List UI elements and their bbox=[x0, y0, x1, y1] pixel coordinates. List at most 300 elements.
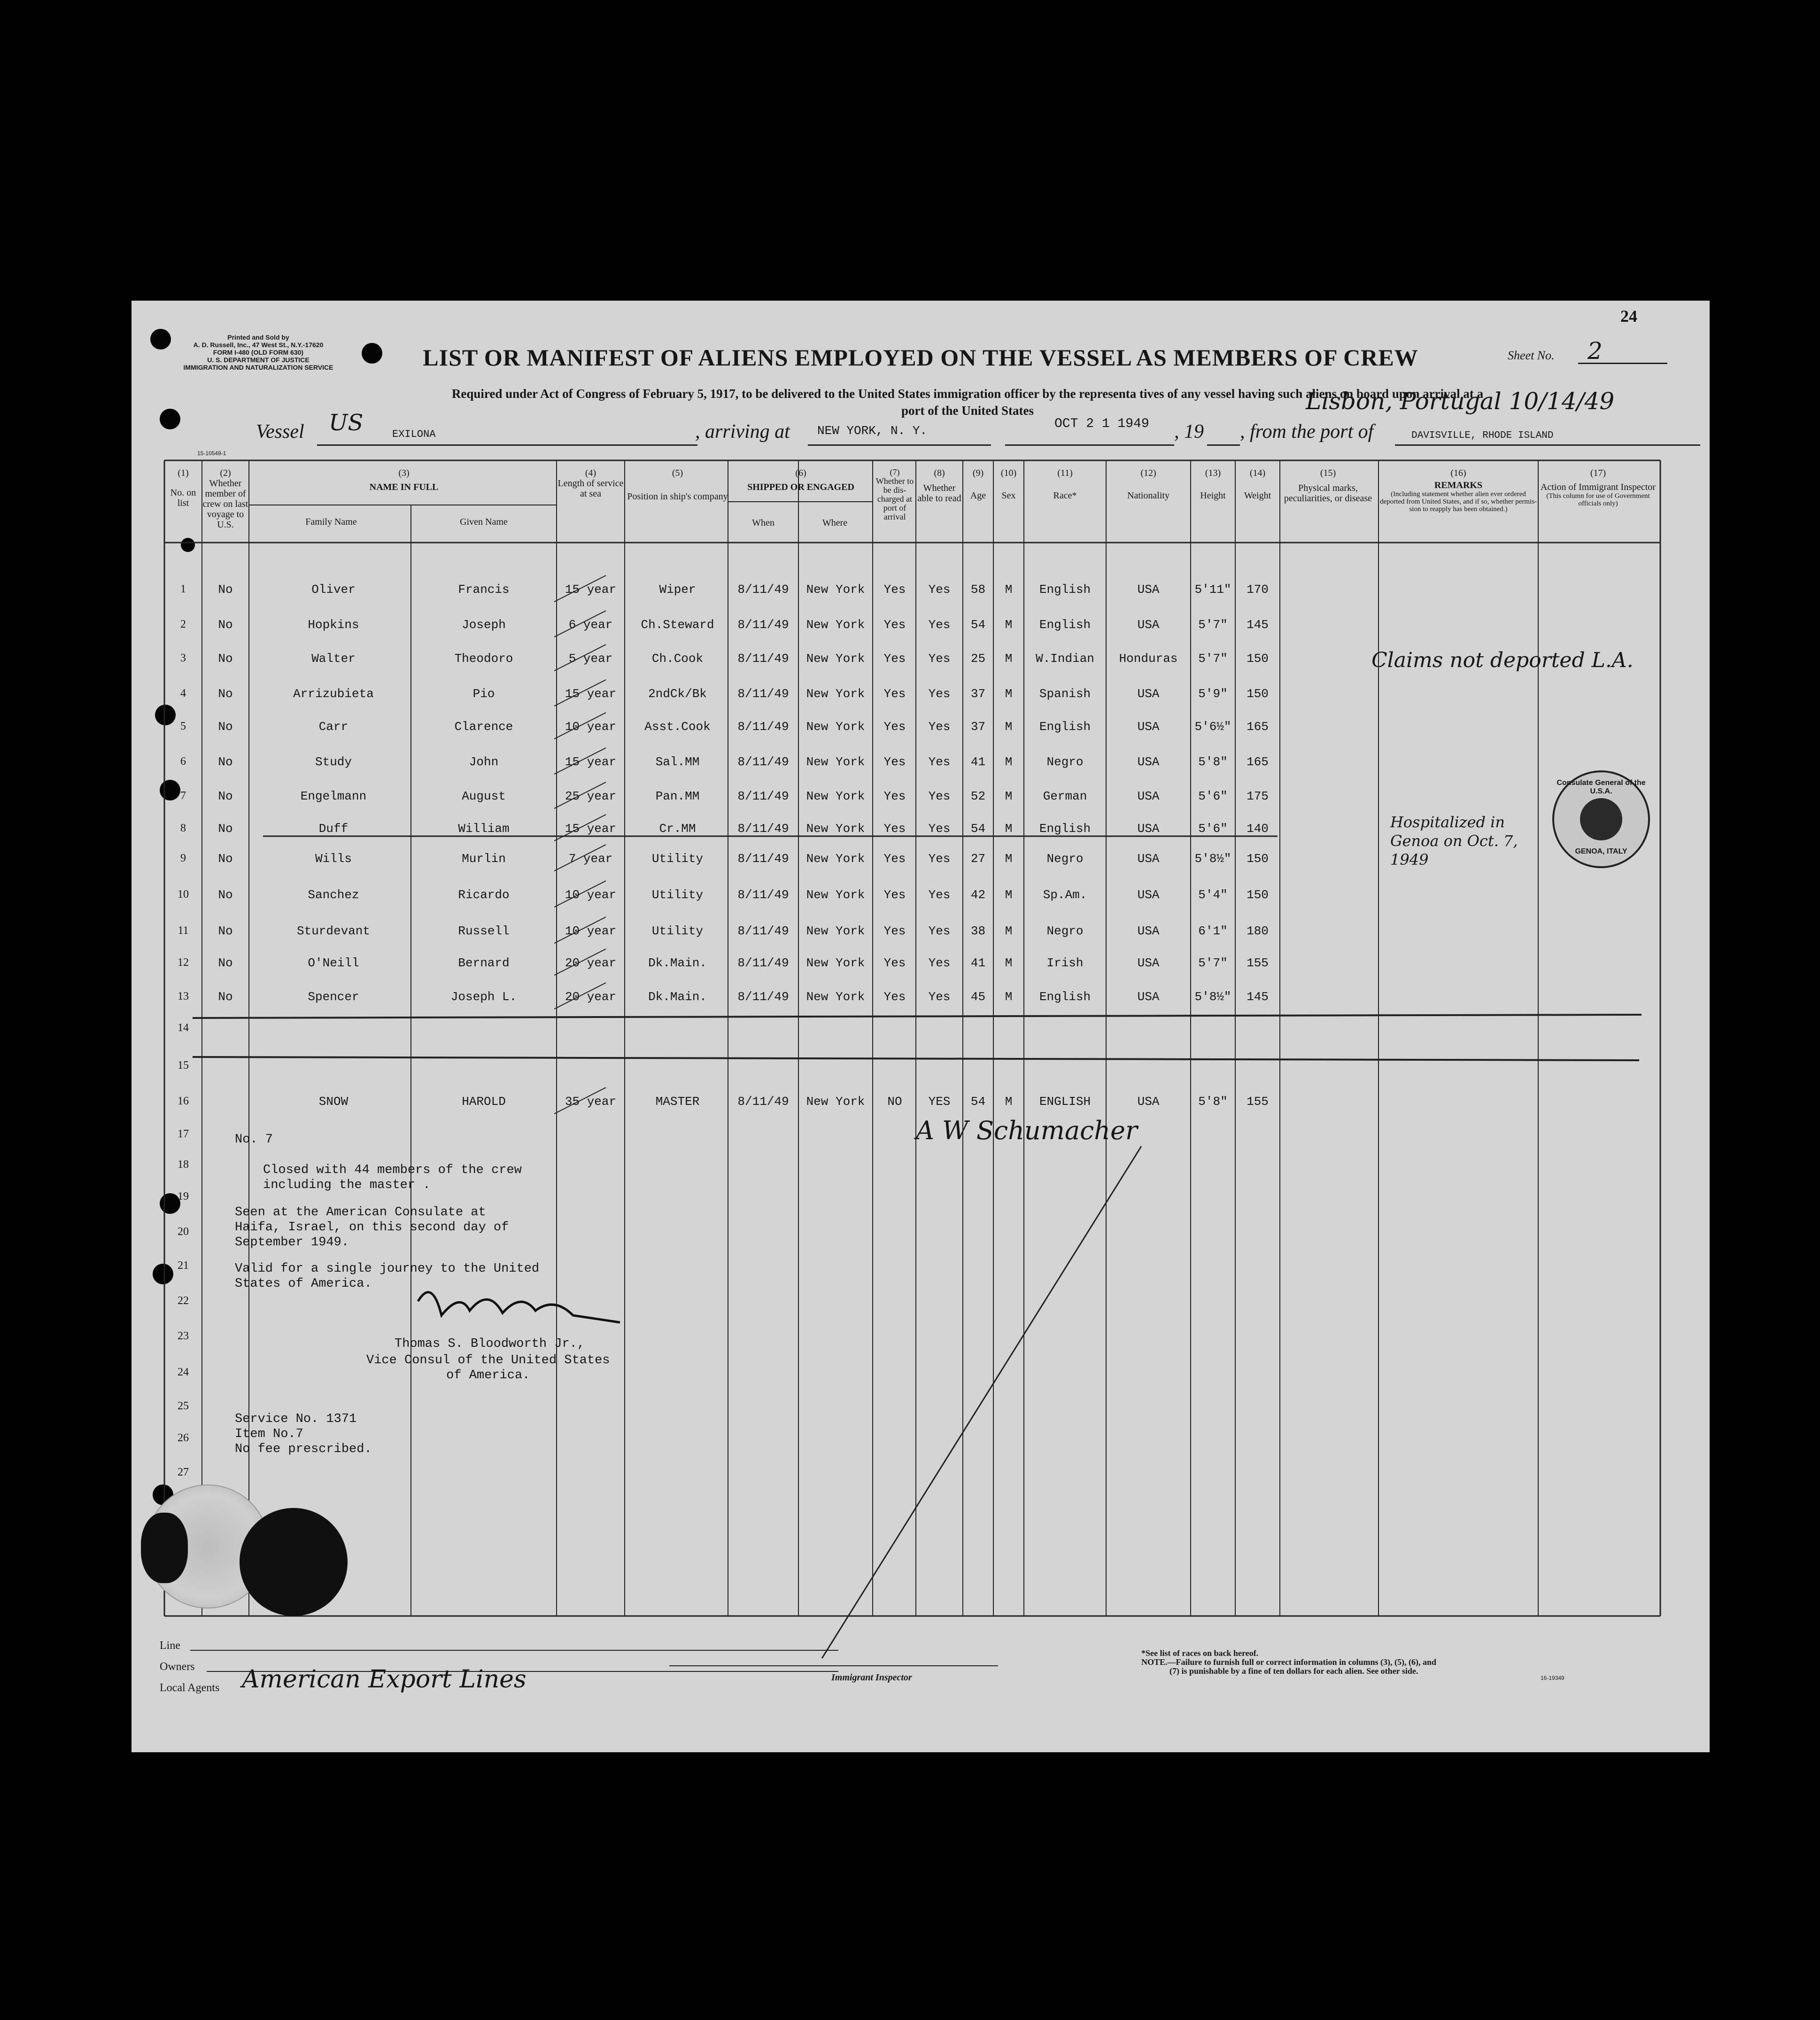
cell-discharged: Yes bbox=[883, 852, 906, 866]
cell-service: 6 year bbox=[568, 618, 613, 632]
cell-height: 5'9" bbox=[1198, 687, 1228, 701]
cell-age: 41 bbox=[970, 956, 986, 970]
cell-given: Joseph L. bbox=[450, 990, 517, 1004]
col-6-label: SHIPPED OR ENGAGED bbox=[747, 482, 854, 492]
cell-service: 10 year bbox=[565, 924, 617, 938]
cell-nationality: USA bbox=[1137, 924, 1160, 938]
cell-sex: M bbox=[1005, 789, 1013, 803]
col-14-number: (14) bbox=[1249, 468, 1266, 478]
publisher-line: Printed and Sold by bbox=[227, 334, 289, 341]
col-4-label: Length of service at sea bbox=[558, 478, 624, 499]
cell-family: Engelmann bbox=[300, 789, 367, 803]
cell-service: 15 year bbox=[565, 583, 617, 597]
line-label: Line bbox=[160, 1639, 180, 1652]
cell-given: Russell bbox=[458, 924, 510, 938]
cell-when: 8/11/49 bbox=[737, 888, 789, 902]
col-6-when: When bbox=[752, 518, 774, 528]
cell-read: Yes bbox=[928, 687, 951, 701]
row-number: 19 bbox=[178, 1190, 189, 1203]
cell-discharged: Yes bbox=[883, 822, 906, 836]
cell-height: 5'8½" bbox=[1194, 852, 1231, 866]
cell-nationality: USA bbox=[1137, 852, 1160, 866]
stamp-text-top: Consulate General of the U.S.A. bbox=[1557, 779, 1646, 795]
form-title: LIST OR MANIFEST OF ALIENS EMPLOYED ON THE VESSEL AS MEMBERS OF CREW bbox=[423, 344, 1418, 371]
cell-prev: No bbox=[218, 687, 233, 701]
col-7-label: Whether to be dis-charged at port of arrival bbox=[875, 476, 914, 521]
cell-read: Yes bbox=[928, 789, 951, 803]
consul-title: Vice Consul of the United States of America. bbox=[366, 1353, 610, 1383]
cell-position: 2ndCk/Bk bbox=[648, 687, 707, 701]
line-underline bbox=[190, 1650, 838, 1651]
cell-height: 5'11" bbox=[1194, 583, 1231, 597]
row-number: 26 bbox=[178, 1432, 189, 1444]
inspector-underline bbox=[669, 1665, 998, 1666]
cell-discharged: Yes bbox=[883, 755, 906, 769]
cell-when: 8/11/49 bbox=[737, 720, 789, 734]
cell-race: German bbox=[1043, 789, 1087, 803]
cell-race: W.Indian bbox=[1036, 652, 1094, 666]
cell-where: New York bbox=[806, 755, 865, 769]
footer-note-1: *See list of races on back hereof. bbox=[1141, 1648, 1259, 1658]
cell-race: Sp.Am. bbox=[1043, 888, 1087, 902]
cell-sex: M bbox=[1005, 618, 1013, 632]
row-number: 12 bbox=[178, 956, 189, 969]
cell-age: 54 bbox=[970, 1095, 986, 1109]
row-number: 16 bbox=[178, 1095, 189, 1107]
cell-position: Wiper bbox=[659, 583, 696, 597]
cell-prev: No bbox=[218, 618, 233, 632]
row-number: 21 bbox=[178, 1259, 189, 1272]
cell-where: New York bbox=[806, 720, 865, 734]
cell-prev: No bbox=[218, 990, 233, 1004]
cell-sex: M bbox=[1005, 924, 1013, 938]
cell-where: New York bbox=[806, 687, 865, 701]
cell-discharged: Yes bbox=[883, 618, 906, 632]
col-17-sub: (This column for use of Government officials only) bbox=[1546, 492, 1650, 507]
cell-when: 8/11/49 bbox=[737, 990, 789, 1004]
cell-when: 8/11/49 bbox=[737, 652, 789, 666]
col-11-label: Race* bbox=[1053, 490, 1077, 501]
cell-given: William bbox=[458, 822, 510, 836]
cell-age: 37 bbox=[970, 720, 986, 734]
cell-prev: No bbox=[218, 652, 233, 666]
cell-service: 15 year bbox=[565, 822, 617, 836]
cell-where: New York bbox=[806, 822, 865, 836]
cell-race: English bbox=[1039, 583, 1091, 597]
row-number: 5 bbox=[180, 720, 186, 732]
col-1-label: No. on list bbox=[170, 488, 196, 508]
arriving-label: , arriving at bbox=[695, 421, 790, 443]
cell-where: New York bbox=[806, 618, 865, 632]
publisher-line: IMMIGRATION AND NATURALIZATION SERVICE bbox=[183, 364, 333, 371]
cell-family: Duff bbox=[318, 822, 349, 836]
sheet-number: 2 bbox=[1588, 337, 1603, 365]
cell-race: Negro bbox=[1046, 924, 1084, 938]
cell-prev: No bbox=[218, 583, 233, 597]
publisher-line: A. D. Russell, Inc., 47 West St., N.Y.-17620 bbox=[193, 341, 324, 349]
cell-read: Yes bbox=[928, 652, 951, 666]
cell-position: Utility bbox=[651, 888, 704, 902]
cell-height: 5'4" bbox=[1198, 888, 1228, 902]
cell-nationality: USA bbox=[1137, 822, 1160, 836]
cell-service: 15 year bbox=[565, 687, 617, 701]
cell-discharged: Yes bbox=[883, 956, 906, 970]
cell-service: 20 year bbox=[565, 956, 617, 970]
cell-given: August bbox=[462, 789, 506, 803]
vessel-label: Vessel bbox=[256, 421, 304, 443]
cell-family: O'Neill bbox=[308, 956, 359, 970]
cell-age: 52 bbox=[970, 789, 986, 803]
cell-prev: No bbox=[218, 822, 233, 836]
cell-given: Theodoro bbox=[454, 652, 513, 666]
cell-read: Yes bbox=[928, 956, 951, 970]
cell-where: New York bbox=[806, 956, 865, 970]
col-13-number: (13) bbox=[1205, 468, 1221, 478]
row-number: 22 bbox=[178, 1295, 189, 1307]
col-3-number: (3) bbox=[398, 468, 410, 478]
publisher-line: FORM I-480 (OLD FORM 630) bbox=[213, 349, 304, 356]
row-number: 18 bbox=[178, 1158, 189, 1171]
col-9-number: (9) bbox=[972, 468, 984, 478]
manifest-sheet bbox=[132, 301, 1710, 1752]
row-number: 13 bbox=[178, 990, 189, 1002]
cell-read: Yes bbox=[928, 583, 951, 597]
cell-discharged: Yes bbox=[883, 687, 906, 701]
manifest-grid bbox=[132, 301, 1710, 1752]
row-number: 6 bbox=[180, 755, 186, 768]
vessel-name: EXILONA bbox=[392, 428, 436, 440]
cell-family: Oliver bbox=[311, 583, 356, 597]
row-number: 25 bbox=[178, 1400, 189, 1412]
cell-race: English bbox=[1039, 618, 1091, 632]
signature-stroke bbox=[822, 1146, 1141, 1658]
col-16-label: REMARKS bbox=[1434, 480, 1483, 490]
cell-prev: No bbox=[218, 888, 233, 902]
col-15-label: Physical marks, peculiarities, or disease bbox=[1284, 483, 1372, 504]
col-1-number: (1) bbox=[178, 468, 189, 478]
cell-age: 27 bbox=[970, 852, 986, 866]
cell-where: New York bbox=[806, 852, 865, 866]
cell-sex: M bbox=[1005, 755, 1013, 769]
row-number: 11 bbox=[178, 925, 189, 937]
col-5-label: Position in ship's company bbox=[627, 491, 728, 502]
cell-discharged: Yes bbox=[883, 888, 906, 902]
wax-seal bbox=[141, 1513, 188, 1583]
cell-service: 7 year bbox=[568, 852, 613, 866]
cell-service: 10 year bbox=[565, 720, 617, 734]
cell-nationality: USA bbox=[1137, 1095, 1160, 1109]
cell-given: Bernard bbox=[458, 956, 510, 970]
row-number: 7 bbox=[180, 790, 186, 802]
requirement-line-2: port of the United States bbox=[901, 404, 1034, 418]
agents-label: Local Agents bbox=[160, 1682, 220, 1694]
cell-sex: M bbox=[1005, 1095, 1013, 1109]
cell-when: 8/11/49 bbox=[737, 687, 789, 701]
cell-nationality: USA bbox=[1137, 956, 1160, 970]
arriving-port: NEW YORK, N. Y. bbox=[817, 424, 928, 438]
cell-when: 8/11/49 bbox=[737, 924, 789, 938]
cell-sex: M bbox=[1005, 583, 1013, 597]
consular-note-closed: Closed with 44 members of the crew including the master . bbox=[263, 1163, 522, 1192]
cell-family: SNOW bbox=[318, 1095, 349, 1109]
row-number: 15 bbox=[178, 1059, 189, 1072]
cell-nationality: USA bbox=[1137, 888, 1160, 902]
cell-age: 54 bbox=[970, 618, 986, 632]
cell-age: 41 bbox=[970, 755, 986, 769]
col-6-number: (6) bbox=[795, 468, 806, 478]
cell-read: Yes bbox=[928, 618, 951, 632]
cell-sex: M bbox=[1005, 990, 1013, 1004]
cell-given: John bbox=[469, 755, 499, 769]
cell-service: 25 year bbox=[565, 789, 617, 803]
col-15-number: (15) bbox=[1320, 468, 1336, 478]
cell-nationality: USA bbox=[1137, 618, 1160, 632]
cell-age: 58 bbox=[970, 583, 986, 597]
cell-prev: No bbox=[218, 720, 233, 734]
col-3-label: NAME IN FULL bbox=[369, 482, 439, 492]
row-number: 3 bbox=[180, 652, 186, 664]
cell-read: Yes bbox=[928, 755, 951, 769]
cell-height: 5'8½" bbox=[1194, 990, 1231, 1004]
col-12-label: Nationality bbox=[1127, 490, 1169, 501]
cell-age: 45 bbox=[970, 990, 986, 1004]
row-number: 4 bbox=[180, 687, 186, 699]
cell-when: 8/11/49 bbox=[737, 789, 789, 803]
cell-sex: M bbox=[1005, 888, 1013, 902]
col-3-family: Family Name bbox=[305, 517, 357, 527]
consular-note-valid: Valid for a single journey to the United States of America. bbox=[235, 1262, 540, 1291]
row-number: 14 bbox=[178, 1022, 189, 1034]
cell-read: Yes bbox=[928, 720, 951, 734]
publisher-line: U. S. DEPARTMENT OF JUSTICE bbox=[207, 356, 310, 364]
cell-when: 8/11/49 bbox=[737, 583, 789, 597]
cell-age: 25 bbox=[970, 652, 986, 666]
cell-read: Yes bbox=[928, 888, 951, 902]
cell-nationality: USA bbox=[1137, 789, 1160, 803]
cell-given: Clarence bbox=[454, 720, 513, 734]
cell-prev: No bbox=[218, 755, 233, 769]
cell-height: 5'6½" bbox=[1194, 720, 1231, 734]
cell-position: Ch.Cook bbox=[651, 652, 704, 666]
cell-family: Study bbox=[315, 755, 352, 769]
cell-nationality: USA bbox=[1137, 990, 1160, 1004]
arrival-date: OCT 2 1 1949 bbox=[1054, 417, 1149, 431]
cell-family: Sanchez bbox=[308, 888, 359, 902]
cell-when: 8/11/49 bbox=[737, 755, 789, 769]
row-number: 23 bbox=[178, 1330, 189, 1342]
footer-note-3: (7) is punishable by a fine of ten dollars for each alien. See other side. bbox=[1169, 1666, 1418, 1676]
cell-service: 15 year bbox=[565, 755, 617, 769]
agents-value: American Export Lines bbox=[242, 1665, 527, 1694]
form-code: 15-10549-1 bbox=[197, 450, 226, 457]
col-17-number: (17) bbox=[1590, 468, 1606, 478]
from-label: , from the port of bbox=[1240, 421, 1374, 443]
cell-where: New York bbox=[806, 789, 865, 803]
cell-age: 42 bbox=[970, 888, 986, 902]
cell-weight: 150 bbox=[1247, 888, 1269, 902]
row-number: 24 bbox=[178, 1366, 189, 1378]
cell-race: Negro bbox=[1046, 852, 1084, 866]
footer-notes bbox=[1141, 1649, 1436, 1676]
cell-given: HAROLD bbox=[462, 1095, 506, 1109]
cell-weight: 155 bbox=[1247, 1095, 1269, 1109]
cell-discharged: Yes bbox=[883, 789, 906, 803]
cell-weight: 150 bbox=[1247, 687, 1269, 701]
sheet-label: Sheet No. bbox=[1508, 349, 1555, 362]
cell-weight: 165 bbox=[1247, 720, 1269, 734]
cell-age: 37 bbox=[970, 687, 986, 701]
cell-height: 5'7" bbox=[1198, 618, 1228, 632]
cell-service: 35 year bbox=[565, 1095, 617, 1109]
cell-position: Utility bbox=[651, 852, 704, 866]
cell-where: New York bbox=[806, 583, 865, 597]
owners-label: Owners bbox=[160, 1661, 195, 1673]
cell-family: Wills bbox=[315, 852, 352, 866]
consul-name: Thomas S. Bloodworth Jr., bbox=[395, 1337, 585, 1351]
cell-position: MASTER bbox=[655, 1095, 700, 1109]
cell-position: Dk.Main. bbox=[648, 956, 707, 970]
col-16-number: (16) bbox=[1450, 468, 1466, 478]
cell-position: Dk.Main. bbox=[648, 990, 707, 1004]
cell-discharged: Yes bbox=[883, 583, 906, 597]
cell-given: Francis bbox=[458, 583, 510, 597]
cell-position: Utility bbox=[651, 924, 704, 938]
cell-service: 20 year bbox=[565, 990, 617, 1004]
cell-weight: 145 bbox=[1247, 618, 1269, 632]
requirement-line-1: Required under Act of Congress of February 5, 1917, to be delivered to the United States immigration officer by the representa tives of any vessel having such aliens on board upon arrival at a bbox=[451, 387, 1484, 401]
cell-race: English bbox=[1039, 990, 1091, 1004]
row-number: 9 bbox=[180, 852, 186, 864]
cell-weight: 155 bbox=[1247, 956, 1269, 970]
cell-prev: No bbox=[218, 789, 233, 803]
col-11-number: (11) bbox=[1057, 468, 1073, 478]
cell-discharged: Yes bbox=[883, 924, 906, 938]
col-9-label: Age bbox=[970, 490, 986, 501]
cell-family: Spencer bbox=[308, 990, 359, 1004]
cell-height: 5'6" bbox=[1198, 822, 1228, 836]
cell-given: Murlin bbox=[462, 852, 506, 866]
remark-row-3: Claims not deported L.A. bbox=[1371, 648, 1634, 672]
cell-weight: 165 bbox=[1247, 755, 1269, 769]
inspector-label: Immigrant Inspector bbox=[831, 1672, 912, 1683]
cell-weight: 150 bbox=[1247, 652, 1269, 666]
col-8-label: Whether able to read bbox=[917, 483, 961, 504]
cell-race: Negro bbox=[1046, 755, 1084, 769]
eagle-seal-icon bbox=[1580, 798, 1622, 840]
cell-nationality: Honduras bbox=[1119, 652, 1178, 666]
cell-weight: 180 bbox=[1247, 924, 1269, 938]
col-2-number: (2) bbox=[220, 468, 231, 478]
cell-position: Pan.MM bbox=[655, 789, 700, 803]
stamp-text-bottom: GENOA, ITALY bbox=[1575, 847, 1627, 855]
service-number: Service No. 1371 Item No.7 No fee prescribed. bbox=[235, 1412, 372, 1456]
cell-family: Sturdevant bbox=[296, 924, 371, 938]
consular-note-number: No. 7 bbox=[235, 1133, 273, 1147]
cell-nationality: USA bbox=[1137, 687, 1160, 701]
cell-when: 8/11/49 bbox=[737, 852, 789, 866]
cell-family: Walter bbox=[311, 652, 356, 666]
cell-discharged: NO bbox=[887, 1095, 902, 1109]
cell-where: New York bbox=[806, 888, 865, 902]
cell-weight: 140 bbox=[1247, 822, 1269, 836]
cell-height: 6'1" bbox=[1198, 924, 1228, 938]
cell-height: 5'8" bbox=[1198, 1095, 1228, 1109]
row-number: 8 bbox=[180, 822, 186, 834]
cell-where: New York bbox=[806, 990, 865, 1004]
cell-nationality: USA bbox=[1137, 755, 1160, 769]
cell-where: New York bbox=[806, 924, 865, 938]
cell-nationality: USA bbox=[1137, 720, 1160, 734]
cell-read: Yes bbox=[928, 990, 951, 1004]
col-2-label: Whether member of crew on last voyage to U.S. bbox=[202, 478, 248, 530]
cell-age: 38 bbox=[970, 924, 986, 938]
cell-race: Irish bbox=[1046, 956, 1084, 970]
col-5-number: (5) bbox=[672, 468, 683, 478]
row-number: 20 bbox=[178, 1226, 189, 1238]
cell-weight: 145 bbox=[1247, 990, 1269, 1004]
cell-sex: M bbox=[1005, 720, 1013, 734]
remark-row-8: Hospitalized in Genoa on Oct. 7, 1949 bbox=[1390, 813, 1518, 869]
cell-sex: M bbox=[1005, 687, 1013, 701]
cell-discharged: Yes bbox=[883, 652, 906, 666]
cell-race: Spanish bbox=[1039, 687, 1091, 701]
col-17-label: Action of Immigrant Inspector bbox=[1541, 482, 1656, 492]
cell-when: 8/11/49 bbox=[737, 618, 789, 632]
cell-nationality: USA bbox=[1137, 583, 1160, 597]
cell-sex: M bbox=[1005, 852, 1013, 866]
col-10-label: Sex bbox=[1001, 490, 1016, 501]
form-number: 16-19349 bbox=[1541, 1675, 1564, 1681]
cell-given: Joseph bbox=[462, 618, 506, 632]
cell-when: 8/11/49 bbox=[737, 956, 789, 970]
cell-position: Sal.MM bbox=[655, 755, 700, 769]
cell-family: Carr bbox=[318, 720, 349, 734]
col-12-number: (12) bbox=[1140, 468, 1156, 478]
col-16-sub: (Including statement whether alien ever ordered deported from United States, and if so, whether permis-sion to reapply has been obtained.) bbox=[1379, 490, 1537, 513]
vessel-prefix: US bbox=[329, 410, 364, 436]
row-number: 27 bbox=[178, 1466, 189, 1478]
footer-note-2: NOTE.—Failure to furnish full or correct information in columns (3), (5), (6), and bbox=[1141, 1657, 1436, 1667]
col-14-label: Weight bbox=[1244, 490, 1271, 501]
row-number: 17 bbox=[178, 1128, 189, 1140]
cell-position: Cr.MM bbox=[659, 822, 696, 836]
consular-note-seen: Seen at the American Consulate at Haifa, Israel, on this second day of September 1949. bbox=[235, 1205, 509, 1250]
cell-discharged: Yes bbox=[883, 720, 906, 734]
cell-given: Pio bbox=[472, 687, 495, 701]
row-number: 2 bbox=[180, 618, 186, 630]
cell-race: ENGLISH bbox=[1039, 1095, 1091, 1109]
cell-age: 54 bbox=[970, 822, 986, 836]
cell-weight: 175 bbox=[1247, 789, 1269, 803]
cell-position: Ch.Steward bbox=[641, 618, 714, 632]
consulate-stamp bbox=[1552, 770, 1650, 868]
cell-sex: M bbox=[1005, 652, 1013, 666]
cell-where: New York bbox=[806, 1095, 865, 1109]
cell-read: Yes bbox=[928, 924, 951, 938]
cell-discharged: Yes bbox=[883, 990, 906, 1004]
row-number: 10 bbox=[178, 888, 189, 901]
cell-race: English bbox=[1039, 720, 1091, 734]
cell-service: 10 year bbox=[565, 888, 617, 902]
cell-family: Arrizubieta bbox=[293, 687, 374, 701]
cell-height: 5'8" bbox=[1198, 755, 1228, 769]
cell-where: New York bbox=[806, 652, 865, 666]
cell-prev: No bbox=[218, 852, 233, 866]
cell-position: Asst.Cook bbox=[644, 720, 711, 734]
row-number: 1 bbox=[180, 583, 186, 595]
col-10-number: (10) bbox=[1000, 468, 1017, 478]
row-separator-line bbox=[193, 1015, 1642, 1018]
